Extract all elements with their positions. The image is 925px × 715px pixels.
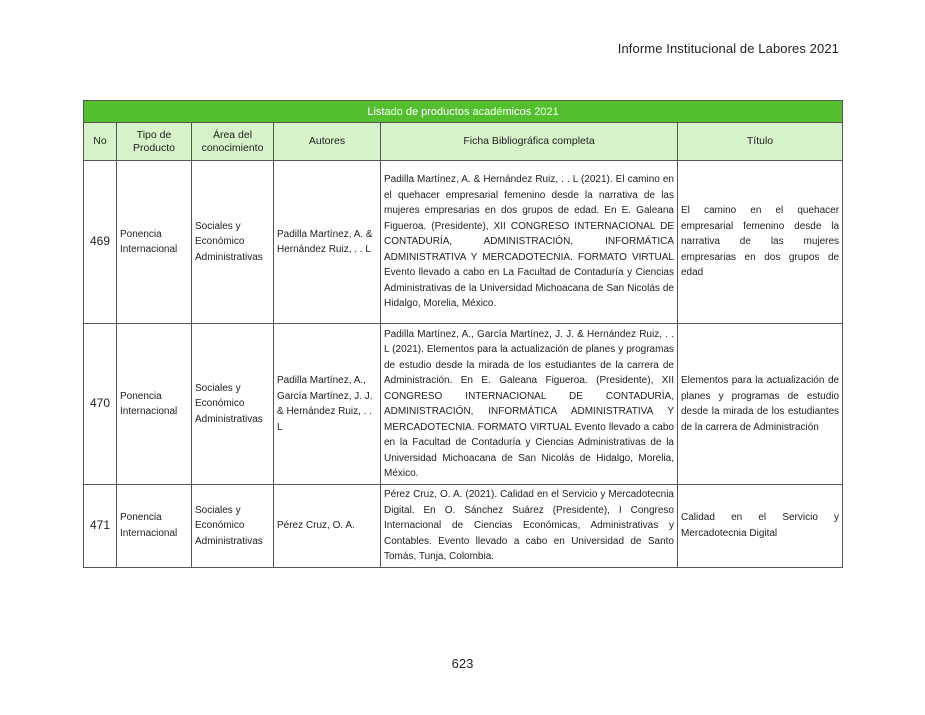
cell-ficha: Padilla Martínez, A., García Martínez, J. J. & Hernández Ruiz, . . L (2021). Elementos para la actualización de planes y programas de estudio desde la mirada de los estudiantes de la carrera de Administración. En E. Galeana Figueroa. (Presidente), XII CONGRESO INTERNACIONAL DE CONTADURÍA, ADMINISTRACIÓN, INFORMÁTICA ADMINISTRATIVA Y MERCADOTECNIA. FORMATO VIRTUAL Evento llevado a cabo en la Facultad de Contaduría y Ciencias Administrativas de la Universidad Michoacana de San Nicolás de Hidalgo, Morelia, México. [381, 324, 678, 485]
cell-no: 471 [84, 485, 117, 568]
cell-area: Sociales y Económico Administrativas [192, 485, 274, 568]
column-header-ficha: Ficha Bibliográfica completa [381, 123, 678, 161]
cell-no: 470 [84, 324, 117, 485]
academic-products-table [83, 100, 843, 568]
cell-area: Sociales y Económico Administrativas [192, 324, 274, 485]
page-number: 623 [451, 656, 474, 671]
cell-titulo: El camino en el quehacer empresarial femenino desde la narrativa de las mujeres empresarias en dos grupos de edad [678, 161, 843, 324]
products-table-container [83, 100, 842, 568]
column-header-titulo: Título [678, 123, 843, 161]
cell-area: Sociales y Económico Administrativas [192, 161, 274, 324]
table-row [84, 485, 843, 568]
table-row [84, 161, 843, 324]
cell-autores: Padilla Martínez, A. & Hernández Ruiz, . . L [274, 161, 381, 324]
cell-tipo: Ponencia Internacional [117, 485, 192, 568]
cell-no: 469 [84, 161, 117, 324]
column-header-tipo: Tipo de Producto [117, 123, 192, 161]
cell-tipo: Ponencia Internacional [117, 161, 192, 324]
table-caption-row [84, 101, 843, 123]
cell-titulo: Elementos para la actualización de planes y programas de estudio desde la mirada de los estudiantes de la carrera de Administración [678, 324, 843, 485]
column-header-no: No [84, 123, 117, 161]
cell-autores: Padilla Martínez, A., García Martínez, J. J. & Hernández Ruiz, . . L [274, 324, 381, 485]
table-header-row [84, 123, 843, 161]
table-caption: Listado de productos académicos 2021 [84, 101, 843, 123]
report-header-title: Informe Institucional de Labores 2021 [617, 41, 839, 56]
cell-titulo: Calidad en el Servicio y Mercadotecnia Digital [678, 485, 843, 568]
cell-autores: Pérez Cruz, O. A. [274, 485, 381, 568]
cell-ficha: Pérez Cruz, O. A. (2021). Calidad en el Servicio y Mercadotecnia Digital. En O. Sánchez Suárez (Presidente), I Congreso Internacional de Ciencias Económicas, Administrativas y Contables. Evento llevado a cabo en Universidad de Santo Tomás, Tunja, Colombia. [381, 485, 678, 568]
column-header-autores: Autores [274, 123, 381, 161]
column-header-area: Área del conocimiento [192, 123, 274, 161]
cell-ficha: Padilla Martínez, A. & Hernández Ruiz, . . L (2021). El camino en el quehacer empresarial femenino desde la narrativa de las mujeres empresarias en dos grupos de edad. En E. Galeana Figueroa. (Presidente), XII CONGRESO INTERNACIONAL DE CONTADURÍA, ADMINISTRACIÓN, INFORMÁTICA ADMINISTRATIVA Y MERCADOTECNIA. FORMATO VIRTUAL Evento llevado a cabo en La Facultad de Contaduría y Ciencias Administrativas de la Universidad Michoacana de San Nicolás de Hidalgo, Morelia, México. [381, 161, 678, 324]
cell-tipo: Ponencia Internacional [117, 324, 192, 485]
table-row [84, 324, 843, 485]
